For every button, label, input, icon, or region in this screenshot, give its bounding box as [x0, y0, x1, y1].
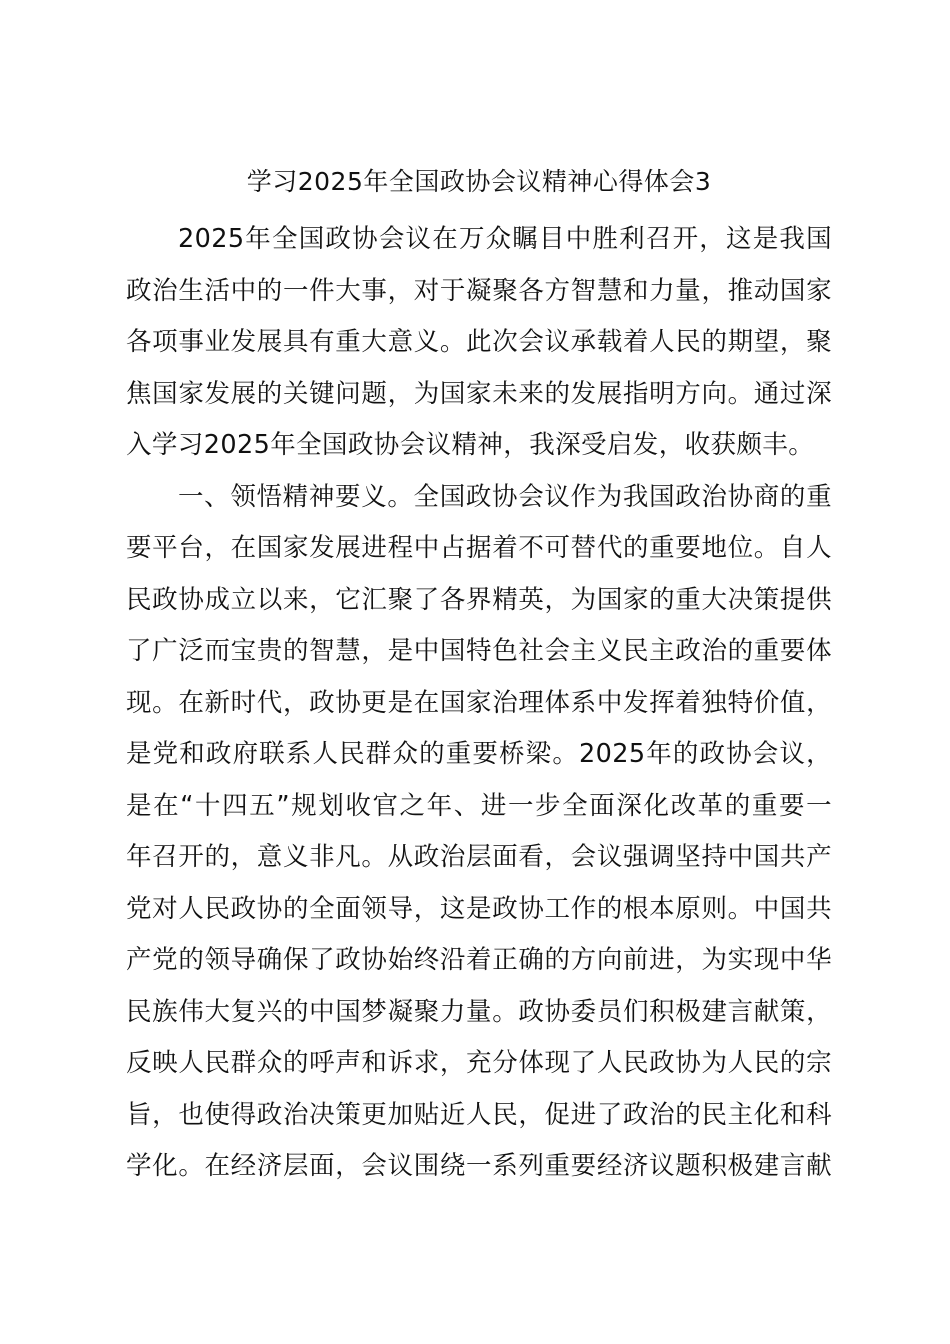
paragraph-2-line-9: 党对人民政协的全面领导，这是政协工作的根本原则。中国共: [126, 893, 832, 924]
paragraph-2-line-13: 旨，也使得政治决策更加贴近人民，促进了政治的民主化和科: [126, 1099, 832, 1130]
paragraph-2-line-1: 一、领悟精神要义。全国政协会议作为我国政治协商的重: [178, 481, 832, 512]
paragraph-2-line-4: 了广泛而宝贵的智慧，是中国特色社会主义民主政治的重要体: [126, 636, 832, 666]
paragraph-2-line-3: 民政协成立以来，它汇聚了各界精英，为国家的重大决策提供: [126, 584, 832, 615]
paragraph-2-line-2: 要平台，在国家发展进程中占据着不可替代的重要地位。自人: [126, 533, 832, 563]
paragraph-2-line-7: 是在“十四五”规划收官之年、进一步全面深化改革的重要一: [126, 790, 832, 821]
paragraph-1-line-5: 入学习2025年全国政协会议精神，我深受启发，收获颇丰。: [126, 430, 815, 460]
paragraph-1-line-3: 各项事业发展具有重大意义。此次会议承载着人民的期望，聚: [126, 327, 832, 357]
paragraph-2-line-8: 年召开的，意义非凡。从政治层面看，会议强调坚持中国共产: [126, 842, 832, 872]
document-body: [126, 214, 832, 1193]
paragraph-1-line-2: 政治生活中的一件大事，对于凝聚各方智慧和力量，推动国家: [126, 275, 832, 306]
paragraph-2-line-11: 民族伟大复兴的中国梦凝聚力量。政协委员们积极建言献策，: [126, 996, 832, 1027]
paragraph-2-line-12: 反映人民群众的呼声和诉求，充分体现了人民政协为人民的宗: [126, 1048, 832, 1078]
paragraph-2-line-10: 产党的领导确保了政协始终沿着正确的方向前进，为实现中华: [126, 945, 832, 975]
paragraph-2-line-5: 现。在新时代，政协更是在国家治理体系中发挥着独特价值，: [126, 687, 832, 718]
paragraph-2-line-14: 学化。在经济层面，会议围绕一系列重要经济议题积极建言献: [126, 1151, 832, 1181]
paragraph-2-line-6: 是党和政府联系人民群众的重要桥梁。2025年的政协会议，: [126, 739, 832, 769]
paragraph-1-line-4: 焦国家发展的关键问题，为国家未来的发展指明方向。通过深: [126, 378, 832, 409]
document-title: 学习2025年全国政协会议精神心得体会3: [246, 167, 712, 196]
paragraph-1-line-1: 2025年全国政协会议在万众瞩目中胜利召开，这是我国: [178, 224, 832, 254]
